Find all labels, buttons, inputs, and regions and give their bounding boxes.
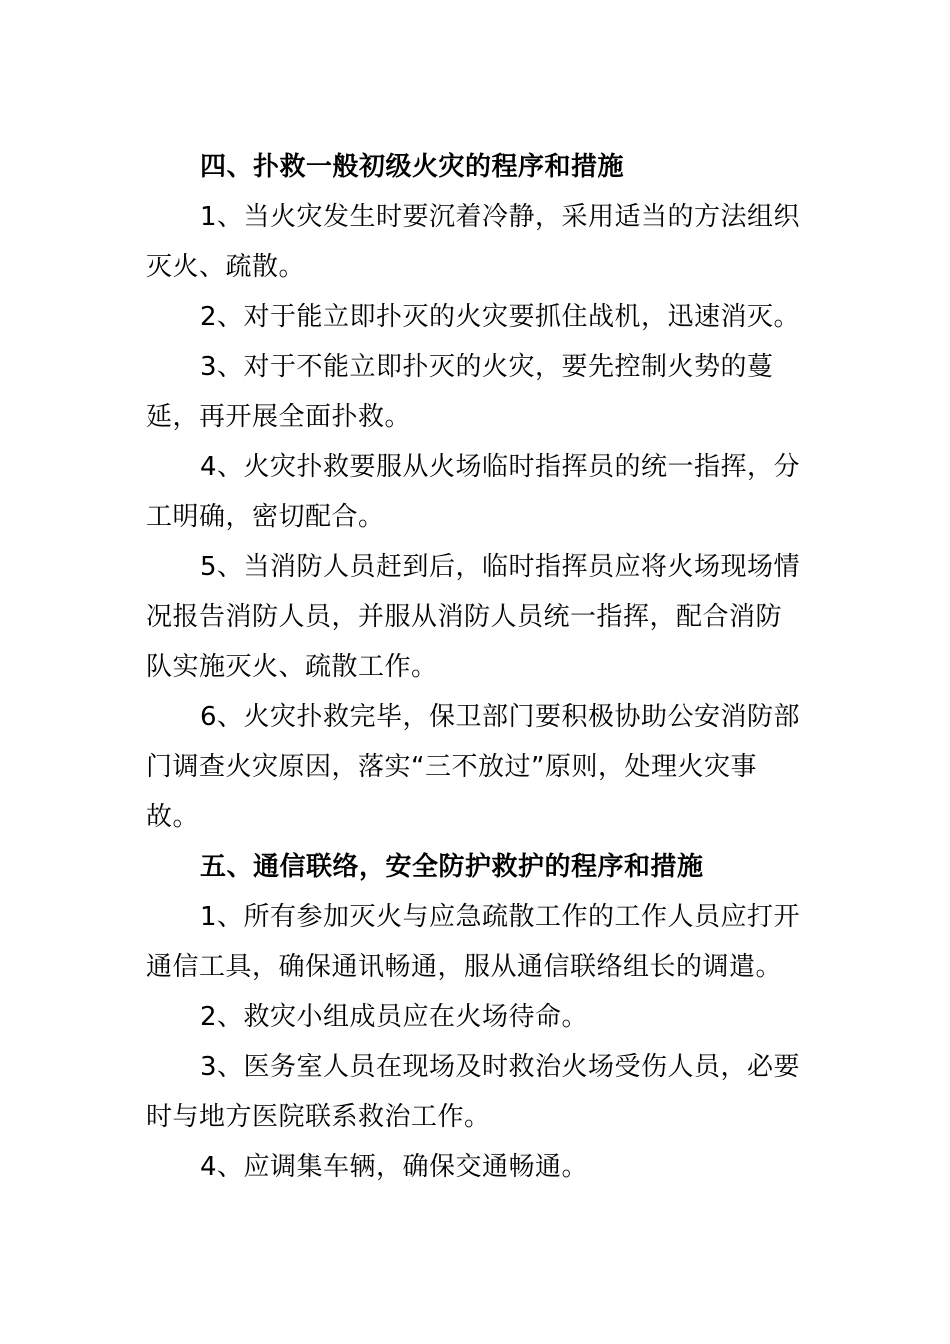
document-body (146, 142, 806, 1192)
section-4-item-3: 3、对于不能立即扑灭的火灾，要先控制火势的蔓延，再开展全面扑救。 (146, 352, 774, 432)
section-4-heading: 四、扑救一般初级火灾的程序和措施 (200, 152, 625, 182)
section-4-item-1: 1、当火灾发生时要沉着冷静，采用适当的方法组织灭火、疏散。 (146, 202, 801, 282)
section-4-item-4: 4、火灾扑救要服从火场临时指挥员的统一指挥，分工明确，密切配合。 (146, 452, 801, 532)
section-4-item-2: 2、对于能立即扑灭的火灾要抓住战机，迅速消灭。 (200, 302, 801, 332)
section-5-item-1: 1、所有参加灭火与应急疏散工作的工作人员应打开通信工具，确保通讯畅通，服从通信联络组长的调遣。 (146, 902, 801, 982)
section-5-heading: 五、通信联络，安全防护救护的程序和措施 (200, 852, 704, 882)
section-5-item-3: 3、医务室人员在现场及时救治火场受伤人员，必要时与地方医院联系救治工作。 (146, 1052, 801, 1132)
section-5-item-2: 2、救灾小组成员应在火场待命。 (200, 1002, 589, 1032)
section-4-item-6: 6、火灾扑救完毕，保卫部门要积极协助公安消防部门调查火灾原因，落实“三不放过”原则，处理火灾事故。 (146, 702, 801, 832)
section-5-item-4: 4、应调集车辆，确保交通畅通。 (200, 1152, 589, 1182)
section-4-item-5: 5、当消防人员赶到后，临时指挥员应将火场现场情况报告消防人员，并服从消防人员统一指挥，配合消防队实施灭火、疏散工作。 (146, 552, 801, 682)
